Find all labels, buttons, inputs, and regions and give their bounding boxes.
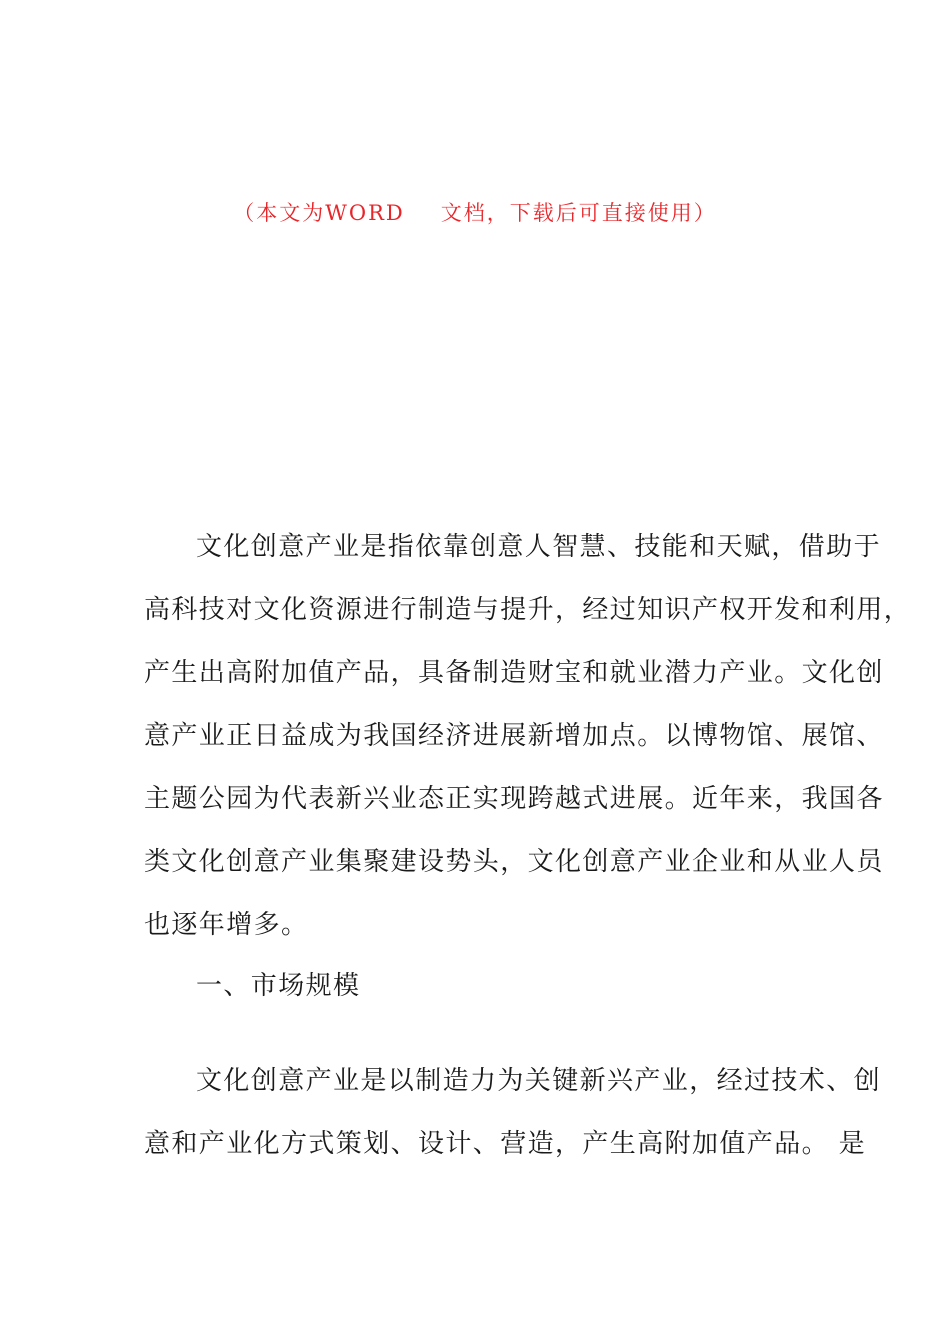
notice-part-1: （本文为WORD: [233, 201, 405, 225]
paragraph-line: 意和产业化方式策划、设计、营造，产生高附加值产品。 是: [144, 1129, 867, 1159]
paragraph-line: 高科技对文化资源进行制造与提升，经过知识产权开发和利用，: [144, 595, 912, 625]
paragraph-line: 主题公园为代表新兴业态正实现跨越式进展。近年来，我国各: [144, 784, 884, 814]
paragraph-line: 也逐年增多。: [144, 910, 309, 940]
paragraph-line: 产生出高附加值产品，具备制造财宝和就业潜力产业。文化创: [144, 658, 884, 688]
paragraph-line: 类文化创意产业集聚建设势头，文化创意产业企业和从业人员: [144, 847, 884, 877]
section-heading: 一、市场规模: [196, 971, 361, 1001]
paragraph-line: 意产业正日益成为我国经济进展新增加点。以博物馆、展馆、: [144, 721, 884, 751]
word-document-notice: [0, 198, 950, 228]
paragraph-line: 文化创意产业是以制造力为关键新兴产业，经过技术、创: [196, 1066, 882, 1096]
paragraph-line: 文化创意产业是指依靠创意人智慧、技能和天赋，借助于: [196, 532, 882, 562]
notice-part-2: 文档，下载后可直接使用）: [440, 201, 717, 225]
